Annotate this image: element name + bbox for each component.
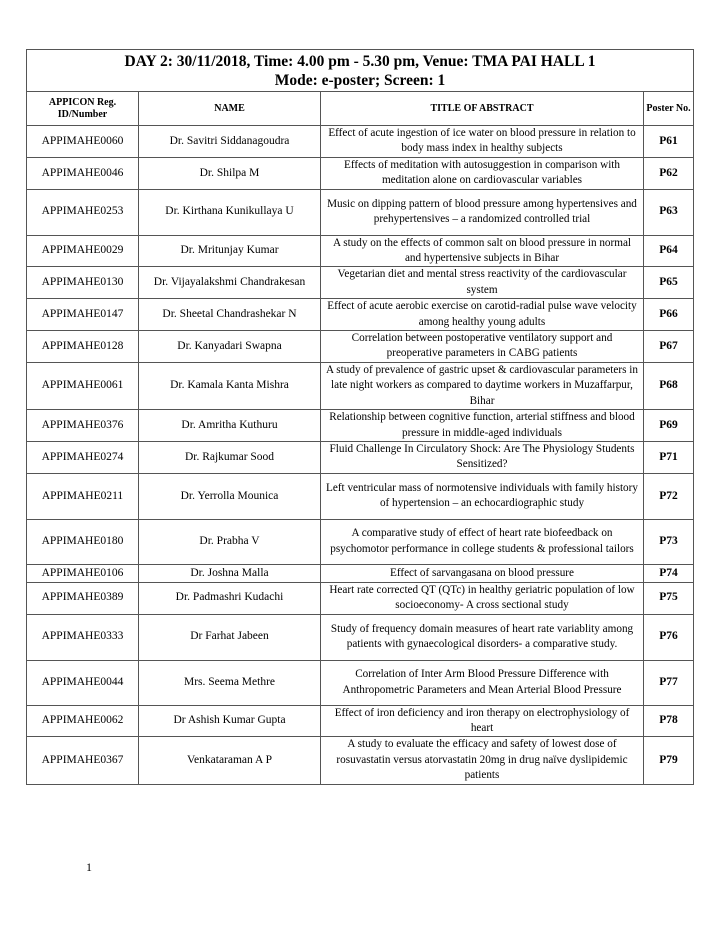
title-row bbox=[27, 50, 694, 92]
table-row bbox=[27, 582, 694, 614]
registration-id: APPIMAHE0060 bbox=[27, 126, 139, 158]
author-name: Dr. Vijayalakshmi Chandrakesan bbox=[139, 267, 321, 299]
poster-number: P76 bbox=[644, 614, 694, 660]
session-header bbox=[27, 50, 694, 92]
abstract-title: A study to evaluate the efficacy and safety of lowest dose of rosuvastatin versus atorvastatin 20mg in drug naïve dyslipidemic patients bbox=[321, 737, 644, 784]
poster-number: P79 bbox=[644, 737, 694, 784]
abstract-title: Music on dipping pattern of blood pressure among hypertensives and prehypertensives – a randomized controlled trial bbox=[321, 189, 644, 235]
author-name: Dr. Kirthana Kunikullaya U bbox=[139, 189, 321, 235]
table-row bbox=[27, 126, 694, 158]
table-row bbox=[27, 705, 694, 737]
abstract-title: Relationship between cognitive function, arterial stiffness and blood pressure in middle-aged individuals bbox=[321, 410, 644, 442]
abstract-title: Vegetarian diet and mental stress reactivity of the cardiovascular system bbox=[321, 267, 644, 299]
table-row bbox=[27, 564, 694, 582]
abstract-title: A study of prevalence of gastric upset & cardiovascular parameters in late night workers as compared to daytime workers in Muzaffarpur, Bihar bbox=[321, 362, 644, 409]
abstract-title: A study on the effects of common salt on blood pressure in normal and hypertensive subjects in Bihar bbox=[321, 235, 644, 267]
table-row bbox=[27, 267, 694, 299]
abstract-title: Correlation of Inter Arm Blood Pressure Difference with Anthropometric Parameters and Mean Arterial Blood Pressure bbox=[321, 660, 644, 705]
registration-id: APPIMAHE0389 bbox=[27, 582, 139, 614]
registration-id: APPIMAHE0147 bbox=[27, 299, 139, 331]
author-name: Dr. Joshna Malla bbox=[139, 564, 321, 582]
abstract-title: Left ventricular mass of normotensive individuals with family history of hypertension – an echocardiographic study bbox=[321, 473, 644, 519]
table-body bbox=[27, 126, 694, 785]
abstract-title: A comparative study of effect of heart rate biofeedback on psychomotor performance in college students & professional tailors bbox=[321, 519, 644, 564]
poster-number: P73 bbox=[644, 519, 694, 564]
author-name: Dr. Savitri Siddanagoudra bbox=[139, 126, 321, 158]
table-row bbox=[27, 441, 694, 473]
registration-id: APPIMAHE0376 bbox=[27, 410, 139, 442]
abstract-title: Study of frequency domain measures of heart rate variablity among patients with gynaecological disorders- a comparative study. bbox=[321, 614, 644, 660]
author-name: Dr. Kamala Kanta Mishra bbox=[139, 362, 321, 409]
table-row bbox=[27, 660, 694, 705]
abstract-title: Fluid Challenge In Circulatory Shock: Are The Physiology Students Sensitized? bbox=[321, 441, 644, 473]
registration-id: APPIMAHE0180 bbox=[27, 519, 139, 564]
author-name: Dr. Rajkumar Sood bbox=[139, 441, 321, 473]
table-row bbox=[27, 614, 694, 660]
registration-id: APPIMAHE0044 bbox=[27, 660, 139, 705]
registration-id: APPIMAHE0062 bbox=[27, 705, 139, 737]
author-name: Dr. Amritha Kuthuru bbox=[139, 410, 321, 442]
session-details: DAY 2: 30/11/2018, Time: 4.00 pm - 5.30 pm, Venue: TMA PAI HALL 1 bbox=[124, 53, 596, 70]
table-row bbox=[27, 235, 694, 267]
poster-number: P63 bbox=[644, 189, 694, 235]
registration-id: APPIMAHE0253 bbox=[27, 189, 139, 235]
page-number: 1 bbox=[86, 860, 92, 874]
registration-id: APPIMAHE0130 bbox=[27, 267, 139, 299]
registration-id: APPIMAHE0211 bbox=[27, 473, 139, 519]
author-name: Dr. Prabha V bbox=[139, 519, 321, 564]
poster-number: P69 bbox=[644, 410, 694, 442]
author-name: Dr. Yerrolla Mounica bbox=[139, 473, 321, 519]
author-name: Dr Farhat Jabeen bbox=[139, 614, 321, 660]
author-name: Dr. Mritunjay Kumar bbox=[139, 235, 321, 267]
column-header-title: TITLE OF ABSTRACT bbox=[321, 92, 644, 126]
registration-id: APPIMAHE0106 bbox=[27, 564, 139, 582]
registration-id: APPIMAHE0046 bbox=[27, 157, 139, 189]
poster-number: P61 bbox=[644, 126, 694, 158]
poster-number: P64 bbox=[644, 235, 694, 267]
author-name: Venkataraman A P bbox=[139, 737, 321, 784]
session-mode: Mode: e-poster; Screen: 1 bbox=[274, 72, 446, 89]
table-row bbox=[27, 362, 694, 409]
author-name: Dr Ashish Kumar Gupta bbox=[139, 705, 321, 737]
poster-number: P75 bbox=[644, 582, 694, 614]
abstract-title: Effects of meditation with autosuggestion in comparison with meditation alone on cardiovascular variables bbox=[321, 157, 644, 189]
registration-id: APPIMAHE0128 bbox=[27, 331, 139, 363]
abstract-title: Heart rate corrected QT (QTc) in healthy geriatric population of low socioeconomy- A cross sectional study bbox=[321, 582, 644, 614]
abstract-title: Effect of acute ingestion of ice water on blood pressure in relation to body mass index in healthy subjects bbox=[321, 126, 644, 158]
table-row bbox=[27, 299, 694, 331]
table-row bbox=[27, 189, 694, 235]
registration-id: APPIMAHE0274 bbox=[27, 441, 139, 473]
author-name: Mrs. Seema Methre bbox=[139, 660, 321, 705]
registration-id: APPIMAHE0367 bbox=[27, 737, 139, 784]
table-row bbox=[27, 737, 694, 784]
author-name: Dr. Kanyadari Swapna bbox=[139, 331, 321, 363]
poster-number: P66 bbox=[644, 299, 694, 331]
abstract-title: Correlation between postoperative ventilatory support and preoperative parameters in CABG patients bbox=[321, 331, 644, 363]
registration-id: APPIMAHE0333 bbox=[27, 614, 139, 660]
table-row bbox=[27, 410, 694, 442]
poster-schedule-table bbox=[26, 49, 694, 785]
poster-number: P71 bbox=[644, 441, 694, 473]
table-row bbox=[27, 519, 694, 564]
column-header-id: APPICON Reg. ID/Number bbox=[27, 92, 139, 126]
poster-number: P68 bbox=[644, 362, 694, 409]
author-name: Dr. Padmashri Kudachi bbox=[139, 582, 321, 614]
poster-number: P77 bbox=[644, 660, 694, 705]
schedule-sheet bbox=[26, 49, 693, 785]
table-row bbox=[27, 473, 694, 519]
table-row bbox=[27, 331, 694, 363]
abstract-title: Effect of iron deficiency and iron therapy on electrophysiology of heart bbox=[321, 705, 644, 737]
abstract-title: Effect of acute aerobic exercise on carotid-radial pulse wave velocity among healthy young adults bbox=[321, 299, 644, 331]
table-row bbox=[27, 157, 694, 189]
column-header-name: NAME bbox=[139, 92, 321, 126]
column-header-poster: Poster No. bbox=[644, 92, 694, 126]
registration-id: APPIMAHE0061 bbox=[27, 362, 139, 409]
poster-number: P65 bbox=[644, 267, 694, 299]
poster-number: P74 bbox=[644, 564, 694, 582]
poster-number: P67 bbox=[644, 331, 694, 363]
author-name: Dr. Shilpa M bbox=[139, 157, 321, 189]
registration-id: APPIMAHE0029 bbox=[27, 235, 139, 267]
poster-number: P72 bbox=[644, 473, 694, 519]
poster-number: P78 bbox=[644, 705, 694, 737]
abstract-title: Effect of sarvangasana on blood pressure bbox=[321, 564, 644, 582]
poster-number: P62 bbox=[644, 157, 694, 189]
column-header-row bbox=[27, 92, 694, 126]
author-name: Dr. Sheetal Chandrashekar N bbox=[139, 299, 321, 331]
